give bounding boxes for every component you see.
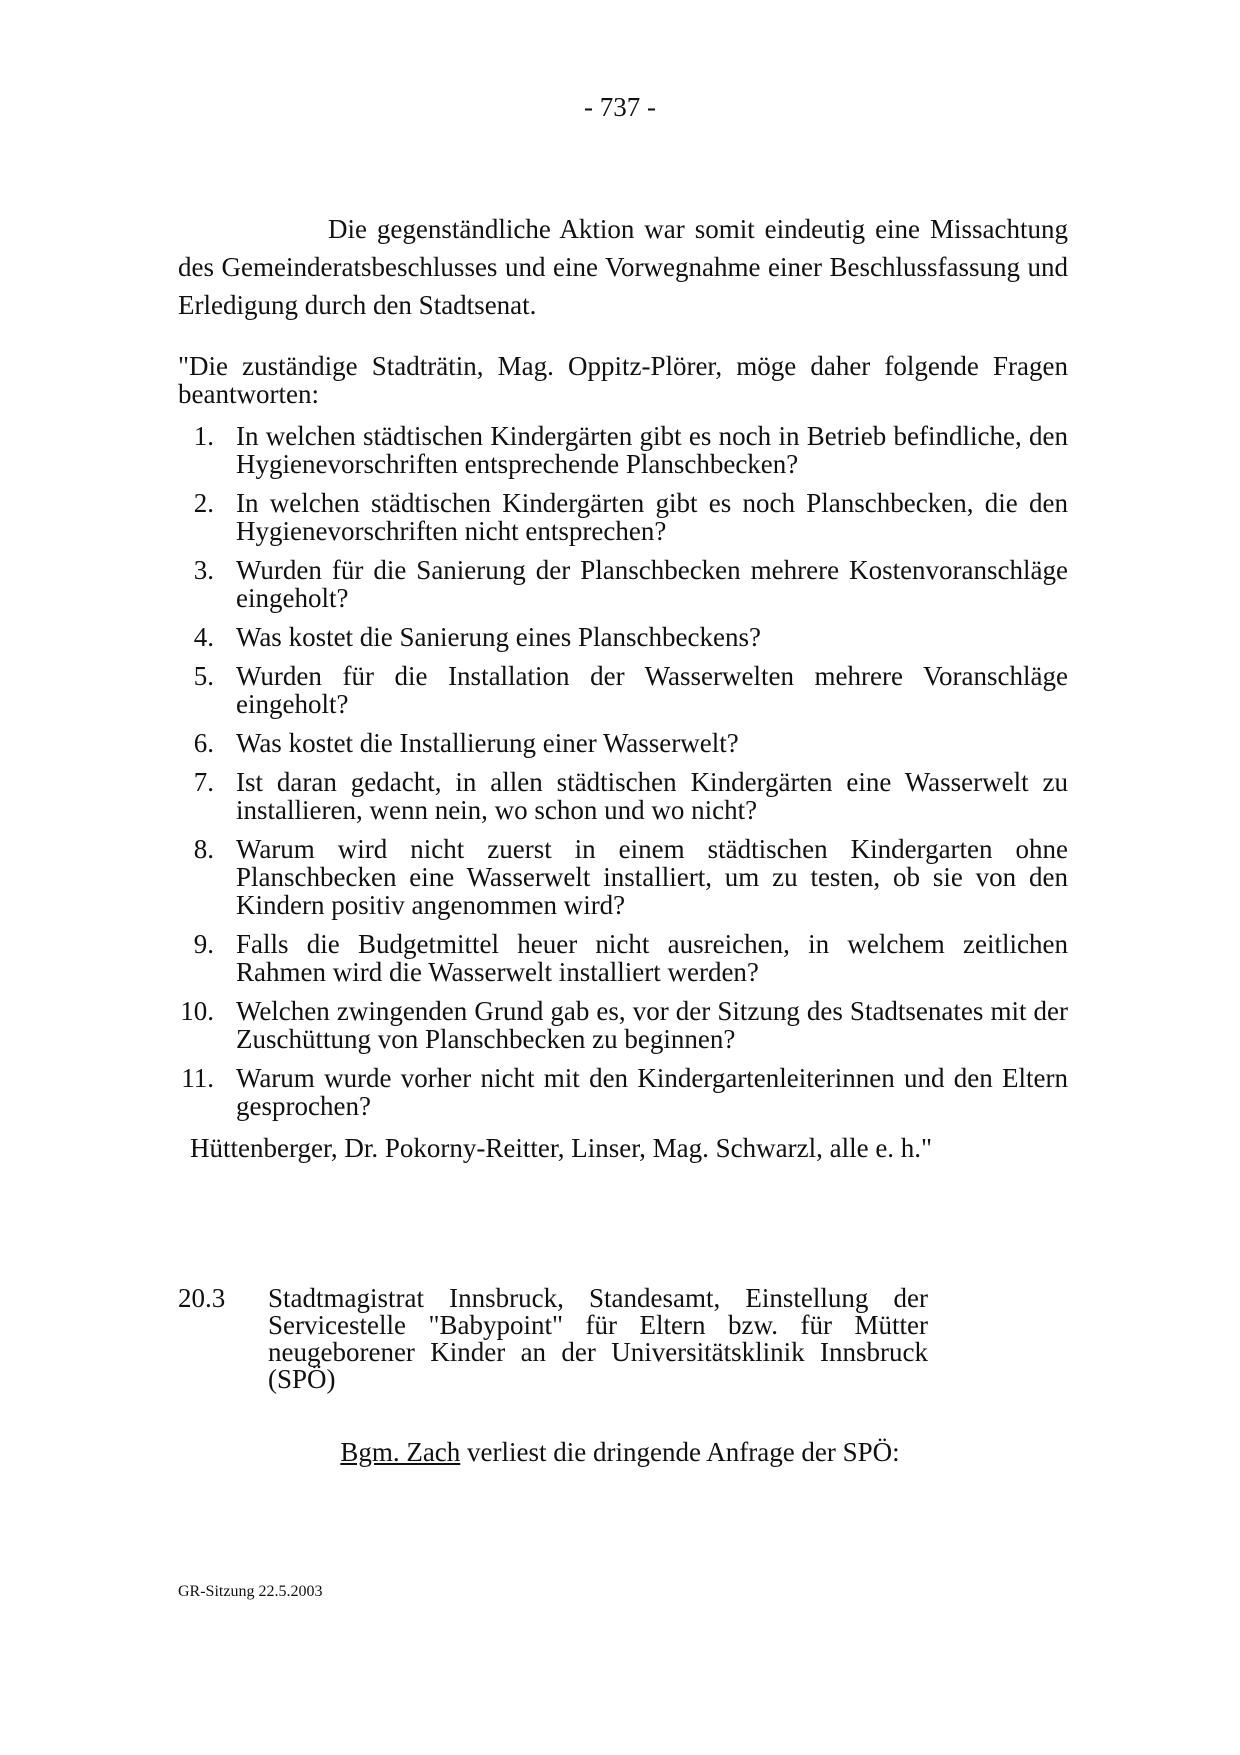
question-item xyxy=(178,489,1068,545)
question-text: Falls die Budgetmittel heuer nicht ausreichen, in welchem zeitlichen Rahmen wird die Wasserwelt installiert werden? xyxy=(236,929,1068,987)
question-item xyxy=(178,662,1068,718)
agenda-item xyxy=(178,1285,928,1393)
question-item xyxy=(178,422,1068,478)
question-item xyxy=(178,1064,1068,1120)
question-number: 1. xyxy=(193,421,214,451)
question-number: 11. xyxy=(181,1063,214,1093)
question-number: 5. xyxy=(193,661,214,691)
question-text: In welchen städtischen Kindergärten gibt es noch in Betrieb befindliche, den Hygienevorschriften entsprechende Planschbecken? xyxy=(236,421,1068,479)
question-number: 4. xyxy=(193,622,214,652)
question-list xyxy=(178,422,1068,1131)
question-item xyxy=(178,623,1068,651)
signature-line: Hüttenberger, Dr. Pokorny-Reitter, Linser, Mag. Schwarzl, alle e. h." xyxy=(190,1133,933,1163)
question-item xyxy=(178,768,1068,824)
question-number: 7. xyxy=(193,767,214,797)
question-number: 2. xyxy=(193,488,214,518)
intro-paragraph xyxy=(178,210,1068,324)
question-item xyxy=(178,997,1068,1053)
footer-text: GR-Sitzung 22.5.2003 xyxy=(178,1583,323,1600)
question-text: Ist daran gedacht, in allen städtischen Kindergärten eine Wasserwelt zu installieren, wenn nein, wo schon und wo nicht? xyxy=(236,767,1068,825)
question-number: 3. xyxy=(193,555,214,585)
question-text: Welchen zwingenden Grund gab es, vor der Sitzung des Stadtsenates mit der Zuschüttung von Planschbecken zu beginnen? xyxy=(236,996,1068,1054)
reading-text: verliest die dringende Anfrage der SPÖ: xyxy=(460,1437,900,1467)
question-text: Was kostet die Sanierung eines Planschbeckens? xyxy=(236,622,761,652)
reading-line xyxy=(0,1437,1240,1468)
question-item xyxy=(178,835,1068,919)
question-number: 8. xyxy=(193,834,214,864)
speaker-name: Bgm. Zach xyxy=(340,1437,461,1467)
question-text: Warum wird nicht zuerst in einem städtischen Kindergarten ohne Planschbecken eine Wasserwelt installiert, um zu testen, ob sie von den Kindern positiv angenommen wird? xyxy=(236,834,1068,920)
agenda-item-title: Stadtmagistrat Innsbruck, Standesamt, Einstellung der Servicestelle "Babypoint" für Eltern bzw. für Mütter neugeborener Kinder an der Universitätsklinik Innsbruck (SPÖ) xyxy=(268,1283,928,1394)
question-intro: "Die zuständige Stadträtin, Mag. Oppitz-Plörer, möge daher folgende Fragen beantworten: xyxy=(178,351,1068,409)
question-text: Wurden für die Installation der Wasserwelten mehrere Voranschläge eingeholt? xyxy=(236,661,1068,719)
question-number: 9. xyxy=(193,929,214,959)
question-text: Wurden für die Sanierung der Planschbecken mehrere Kostenvoranschläge eingeholt? xyxy=(236,555,1068,613)
question-text: Warum wurde vorher nicht mit den Kindergartenleiterinnen und den Eltern gesprochen? xyxy=(236,1063,1068,1121)
question-item xyxy=(178,729,1068,757)
question-text: In welchen städtischen Kindergärten gibt es noch Planschbecken, die den Hygienevorschriften nicht entsprechen? xyxy=(236,488,1068,546)
intro-text: Die gegenständliche Aktion war somit eindeutig eine Missachtung des Gemeinderatsbeschlusses und eine Vorwegnahme einer Beschlussfassung und Erledigung durch den Stadtsenat. xyxy=(178,214,1068,320)
page-number: - 737 - xyxy=(584,92,656,122)
question-number: 6. xyxy=(193,728,214,758)
question-item xyxy=(178,556,1068,612)
agenda-item-number: 20.3 xyxy=(178,1283,226,1313)
question-item xyxy=(178,930,1068,986)
question-number: 10. xyxy=(180,996,214,1026)
question-text: Was kostet die Installierung einer Wasserwelt? xyxy=(236,728,739,758)
